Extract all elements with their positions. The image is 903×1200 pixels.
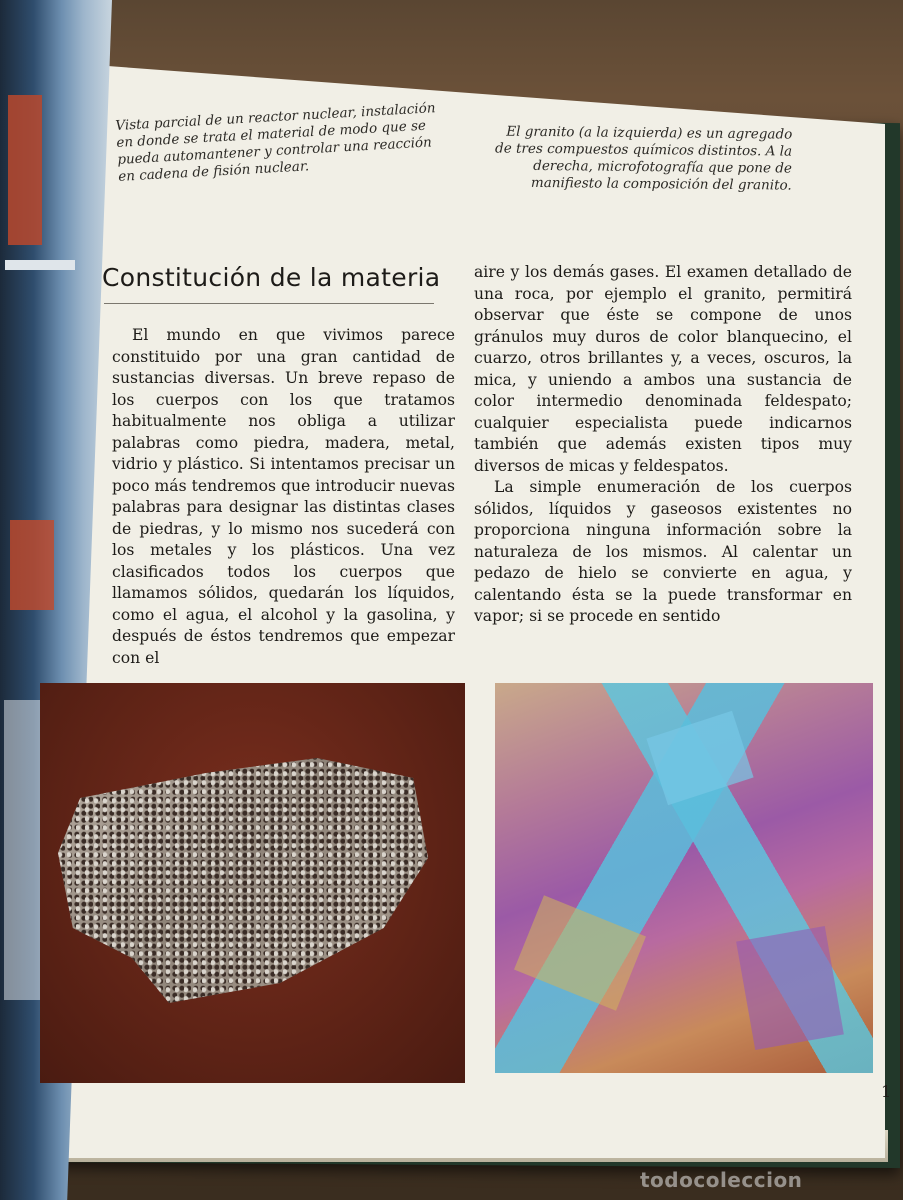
title-underline: [104, 303, 434, 304]
reactor-photo-detail: [4, 700, 42, 1000]
caption-granite: El granito (a la izquierda) es un agregado de tres compuestos químicos distintos. A la derecha, microfotografía que pone de manifiesto la composición del granito.: [495, 123, 793, 194]
granite-microphotograph: [495, 683, 873, 1073]
paragraph: aire y los demás gases. El examen detallado de una roca, por ejemplo el granito, permitirá observar que éste se compone de unos gránulos muy duros de color blanquecino, el cuarzo, otros brillantes y, a veces, oscuros, la mica, y uniendo a ambos una sustancia de color intermedio denominada feldespato; cualquier especialista puede indicarnos también que además existen tipos muy diversos de micas y feldespatos.: [474, 263, 852, 475]
paragraph: El mundo en que vivimos parece constituido por una gran cantidad de sustancias diversas. Un breve repaso de los cuerpos con los que tratamos habitualmente nos obliga a utilizar palabras como piedra, madera, metal, vidrio y plástico. Si intentamos precisar un poco más tendremos que introducir nuevas palabras para designar las distintas clases de piedras, y lo mismo nos sucederá con los metales y los plásticos. Una vez clasificados todos los cuerpos que llamamos sólidos, quedarán los líquidos, como el agua, el alcohol y la gasolina, y después de éstos tendremos que empezar con el: [112, 326, 455, 667]
reactor-photo-detail: [10, 520, 54, 610]
text-column-left: [112, 325, 455, 669]
crystal-region: [646, 711, 753, 805]
watermark: todocoleccion: [640, 1168, 803, 1192]
granite-rock: [58, 753, 428, 1003]
page-number: 1: [881, 1082, 892, 1101]
granite-photo: [40, 683, 465, 1083]
crystal-region: [736, 926, 844, 1050]
reactor-photo-detail: [8, 95, 42, 245]
section-title: Constitución de la materia: [102, 263, 441, 292]
text-column-right: [474, 262, 852, 628]
paragraph: La simple enumeración de los cuerpos sólidos, líquidos y gaseosos existentes no proporciona ninguna información sobre la naturaleza de los mismos. Al calentar un pedazo de hielo se convierte en agua, y calentando ésta se la puede transformar en vapor; si se procede en sentido: [474, 478, 852, 625]
reactor-photo-detail: [5, 260, 75, 270]
crystal-region: [514, 895, 646, 1010]
caption-reactor: Vista parcial de un reactor nuclear, instalación en donde se trata el material de modo que se pueda automantener y controlar una reacción en cadena de fisión nuclear.: [115, 100, 436, 185]
